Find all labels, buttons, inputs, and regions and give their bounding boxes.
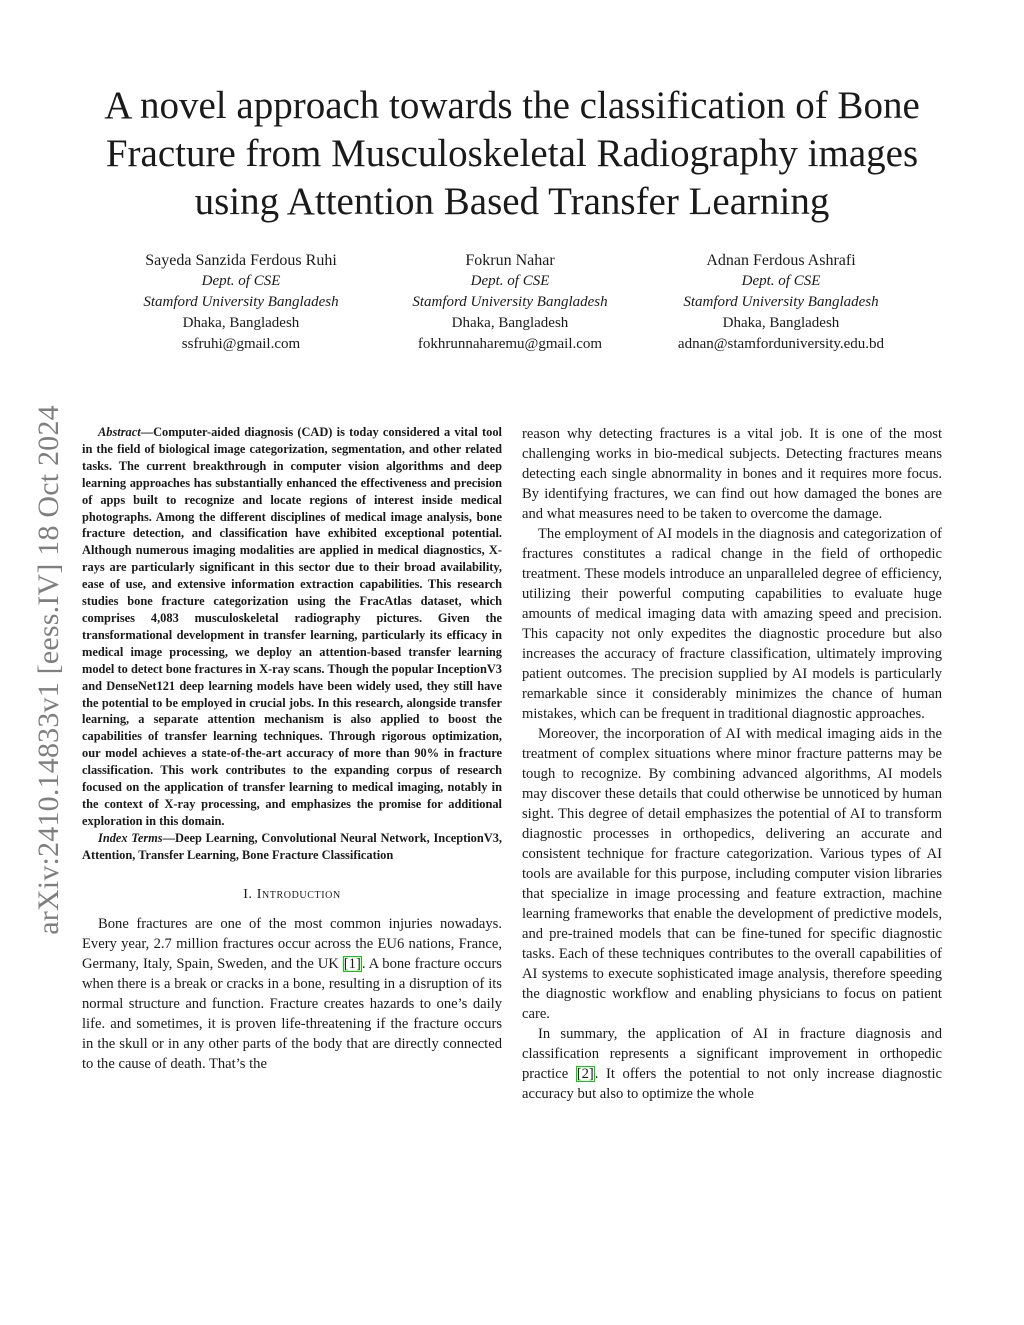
author-dept: Dept. of CSE xyxy=(201,273,281,289)
author-2 xyxy=(360,250,660,355)
author-institution: Stamford University Bangladesh xyxy=(143,294,339,310)
intro-paragraph-3: Moreover, the incorporation of AI with medical imaging aids in the treatment of complex situations where minor fracture patterns may be tough to recognize. By combining advanced algorithms, AI models may discover these details that could otherwise be unnoticed by human sight. This degree of detail emphasizes the potential of AI to transform diagnostic processes in orthopedics, delivering an accurate and consistent technique for fracture categorization. Various types of AI tools are available for this purpose, including computer vision libraries that specialize in image processing and feature extraction, machine learning frameworks that enable the development of predictive models, and pre-trained models that can be fine-tuned for specific diagnostic tasks. Each of these techniques contributes to the overall capabilities of AI systems to execute sophisticated image analysis, therefore speeding the diagnostic workflow and enabling physicians to focus on patient care. xyxy=(522,726,942,1022)
paper-title xyxy=(60,82,964,226)
intro-p4-text-a: In summary, the application of AI in fracture diagnosis and classification represents a significant improvement in orthopedic practice xyxy=(522,1026,942,1082)
intro-paragraph-continued: reason why detecting fractures is a vital job. It is one of the most challenging works in bio-medical subjects. Detecting fractures means detecting each single abnormality in bones and it requires more focus. By identifying fractures, we can find out how damaged the bones are and what measures need to be taken to overcome the damage. xyxy=(522,426,942,522)
right-column xyxy=(522,424,942,1104)
section-number: I. xyxy=(243,886,253,902)
author-dept: Dept. of CSE xyxy=(470,273,550,289)
index-terms-label: Index Terms xyxy=(98,830,163,845)
author-email: fokhrunnaharemu@gmail.com xyxy=(417,336,603,352)
abstract-label: Abstract xyxy=(98,425,141,439)
arxiv-side-stamp xyxy=(19,370,79,970)
author-institution: Stamford University Bangladesh xyxy=(412,294,608,310)
intro-paragraph-4 xyxy=(522,1024,942,1104)
intro-p1-text-a: Bone fractures are one of the most common injuries nowadays. Every year, 2.7 million fractures occur across the EU6 nations, France, Germany, Italy, Spain, Sweden, and the UK xyxy=(82,915,502,972)
abstract xyxy=(82,424,502,830)
intro-p1-text-b: . A bone fracture occurs when there is a break or cracks in a bone, resulting in a disruption of its normal structure and function. Fracture creates hazards to one’s daily life. and sometimes, it is proven life-threatening if the fracture occurs in the skull or in any other parts of the body that are directly connected to the cause of death. That’s the xyxy=(82,955,502,1072)
title-line-3: using Attention Based Transfer Learning xyxy=(194,180,830,223)
author-location: Dhaka, Bangladesh xyxy=(451,315,569,331)
citation-link-2[interactable]: [2] xyxy=(576,1066,594,1082)
author-3 xyxy=(631,250,931,355)
arxiv-identifier: arXiv:2410.14833v1 [eess.IV] 18 Oct 2024 xyxy=(32,405,66,935)
author-location: Dhaka, Bangladesh xyxy=(182,315,300,331)
author-institution: Stamford University Bangladesh xyxy=(683,294,879,310)
author-name: Sayeda Sanzida Ferdous Ruhi xyxy=(145,252,337,269)
author-1 xyxy=(91,250,391,355)
section-title: Introduction xyxy=(256,886,341,902)
author-email: ssfruhi@gmail.com xyxy=(181,336,301,352)
title-line-1: A novel approach towards the classification of Bone xyxy=(104,84,920,127)
intro-paragraph-2: The employment of AI models in the diagnosis and categorization of fractures constitutes a radical change in the field of orthopedic treatment. These models introduce an unparalleled degree of efficiency, utilizing their powerful computing capabilities to evaluate huge amounts of medical imaging data with amazing speed and precision. This capacity not only expedites the diagnostic procedure but also increases the accuracy of fracture classification, ultimately improving patient outcomes. The precision supplied by AI models is particularly remarkable since it considerably minimizes the chance of human mistakes, which can be frequent in traditional diagnostic approaches. xyxy=(522,526,942,722)
intro-paragraph-1 xyxy=(82,914,502,1074)
citation-link-1[interactable]: [1] xyxy=(343,955,361,972)
section-heading-introduction xyxy=(82,885,502,905)
left-column xyxy=(82,424,502,1074)
index-terms-text: —Deep Learning, Convolutional Neural Network, InceptionV3, Attention, Transfer Learning, Bone Fracture Classification xyxy=(82,830,502,862)
author-name: Adnan Ferdous Ashrafi xyxy=(706,252,856,269)
index-terms xyxy=(82,830,502,864)
abstract-text: —Computer-aided diagnosis (CAD) is today considered a vital tool in the field of biological image categorization, segmentation, and other related tasks. The current breakthrough in computer vision algorithms and deep learning approaches has substantially enhanced the effectiveness and precision of apps built to recognize and locate regions of interest inside medical photographs. Among the different disciplines of medical image analysis, bone fracture detection, and classification have exhibited exceptional potential. Although numerous imaging modalities are applied in medical diagnostics, X-rays are particularly significant in this sector due to their broad availability, ease of use, and extensive information extraction capabilities. This research studies bone fracture categorization using the FracAtlas dataset, which comprises 4,083 musculoskeletal radiography pictures. Given the transformational development in transfer learning, particularly its efficacy in medical image processing, we deploy an attention-based transfer learning model to detect bone fractures in X-ray scans. Though the popular InceptionV3 and DenseNet121 deep learning models have been widely used, they still have the potential to be employed in crucial jobs. In this research, alongside transfer learning, a separate attention mechanism is also applied to boost the capabilities of transfer learning techniques. Through rigorous optimization, our model achieves a state-of-the-art accuracy of more than 90% in fracture classification. This work contributes to the expanding corpus of research focused on the application of transfer learning to medical imaging, notably in the context of X-ray processing, and emphasizes the promise for additional exploration in this domain. xyxy=(82,425,502,828)
author-email: adnan@stamforduniversity.edu.bd xyxy=(677,336,885,352)
author-location: Dhaka, Bangladesh xyxy=(722,315,840,331)
author-dept: Dept. of CSE xyxy=(741,273,821,289)
title-line-2: Fracture from Musculoskeletal Radiography images xyxy=(105,132,919,175)
intro-p4-text-b: . It offers the potential to not only increase diagnostic accuracy but also to optimize the whole xyxy=(522,1066,942,1102)
author-name: Fokrun Nahar xyxy=(465,252,555,269)
